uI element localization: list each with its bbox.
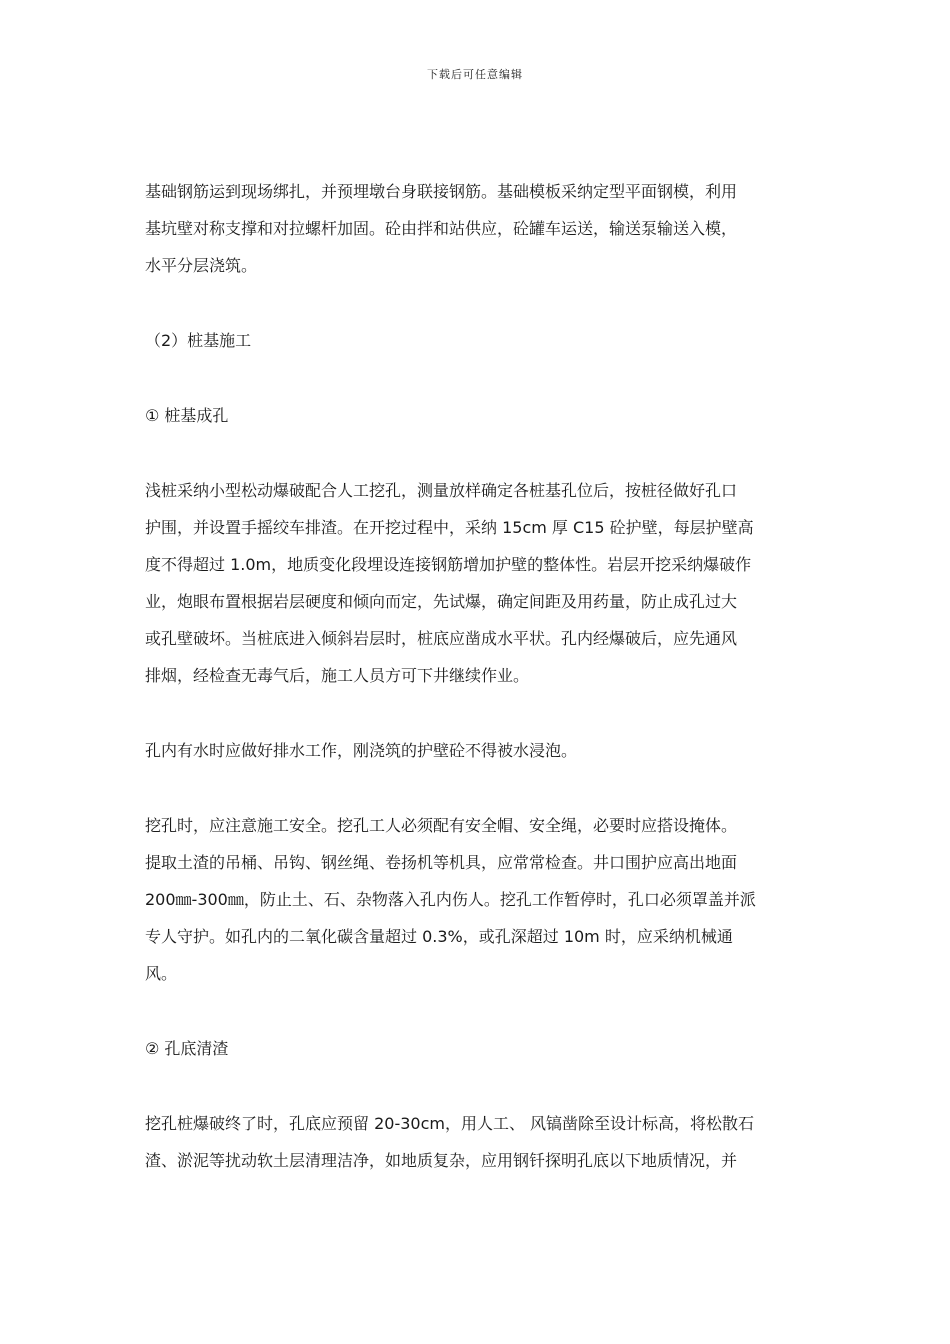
paragraph-line: 或孔壁破坏。当桩底进入倾斜岩层时，桩底应凿成水平状。孔内经爆破后，应先通风 — [145, 629, 738, 648]
paragraph-line: 度不得超过 1.0m，地质变化段埋设连接钢筋增加护壁的整体性。岩层开挖采纳爆破作 — [145, 555, 752, 574]
paragraph-line: 浅桩采纳小型松动爆破配合人工挖孔，测量放样确定各桩基孔位后，按桩径做好孔口 — [145, 481, 738, 500]
paragraph-line: 基础钢筋运到现场绑扎，并预埋墩台身联接钢筋。基础模板采纳定型平面钢模，利用 — [145, 182, 738, 201]
paragraph-line: 基坑壁对称支撑和对拉螺杆加固。砼由拌和站供应，砼罐车运送，输送泵输送入模， — [145, 219, 738, 238]
subsection-heading: ② 孔底清渣 — [145, 1039, 229, 1058]
paragraph-line: 提取土渣的吊桶、吊钩、钢丝绳、卷扬机等机具，应常常检查。井口围护应高出地面 — [145, 853, 738, 872]
page-header: 下载后可任意编辑 — [427, 68, 523, 81]
paragraph-line: 护围，并设置手摇绞车排渣。在开挖过程中，采纳 15cm 厚 C15 砼护壁，每层护壁高 — [145, 518, 754, 537]
section-heading: （2）桩基施工 — [145, 331, 252, 350]
paragraph-line: 水平分层浇筑。 — [145, 256, 258, 275]
subsection-heading: ① 桩基成孔 — [145, 406, 229, 425]
paragraph-line: 挖孔时，应注意施工安全。挖孔工人必须配有安全帽、安全绳，必要时应搭设掩体。 — [145, 816, 738, 835]
paragraph-line: 渣、淤泥等扰动软土层清理洁净，如地质复杂，应用钢钎探明孔底以下地质情况，并 — [145, 1151, 738, 1170]
paragraph-line: 业，炮眼布置根据岩层硬度和倾向而定，先试爆，确定间距及用药量，防止成孔过大 — [145, 592, 738, 611]
paragraph-line: 排烟，经检查无毒气后，施工人员方可下井继续作业。 — [145, 666, 530, 685]
paragraph-line: 200㎜-300㎜，防止土、石、杂物落入孔内伤人。挖孔工作暂停时，孔口必须罩盖并派 — [145, 890, 756, 909]
paragraph-line: 专人守护。如孔内的二氧化碳含量超过 0.3%，或孔深超过 10m 时，应采纳机械通 — [145, 927, 733, 946]
paragraph-line: 孔内有水时应做好排水工作，刚浇筑的护壁砼不得被水浸泡。 — [145, 741, 578, 760]
paragraph-line: 挖孔桩爆破终了时，孔底应预留 20-30cm，用人工、 风镐凿除至设计标高，将松散石 — [145, 1114, 755, 1133]
paragraph-line: 风。 — [145, 964, 178, 983]
